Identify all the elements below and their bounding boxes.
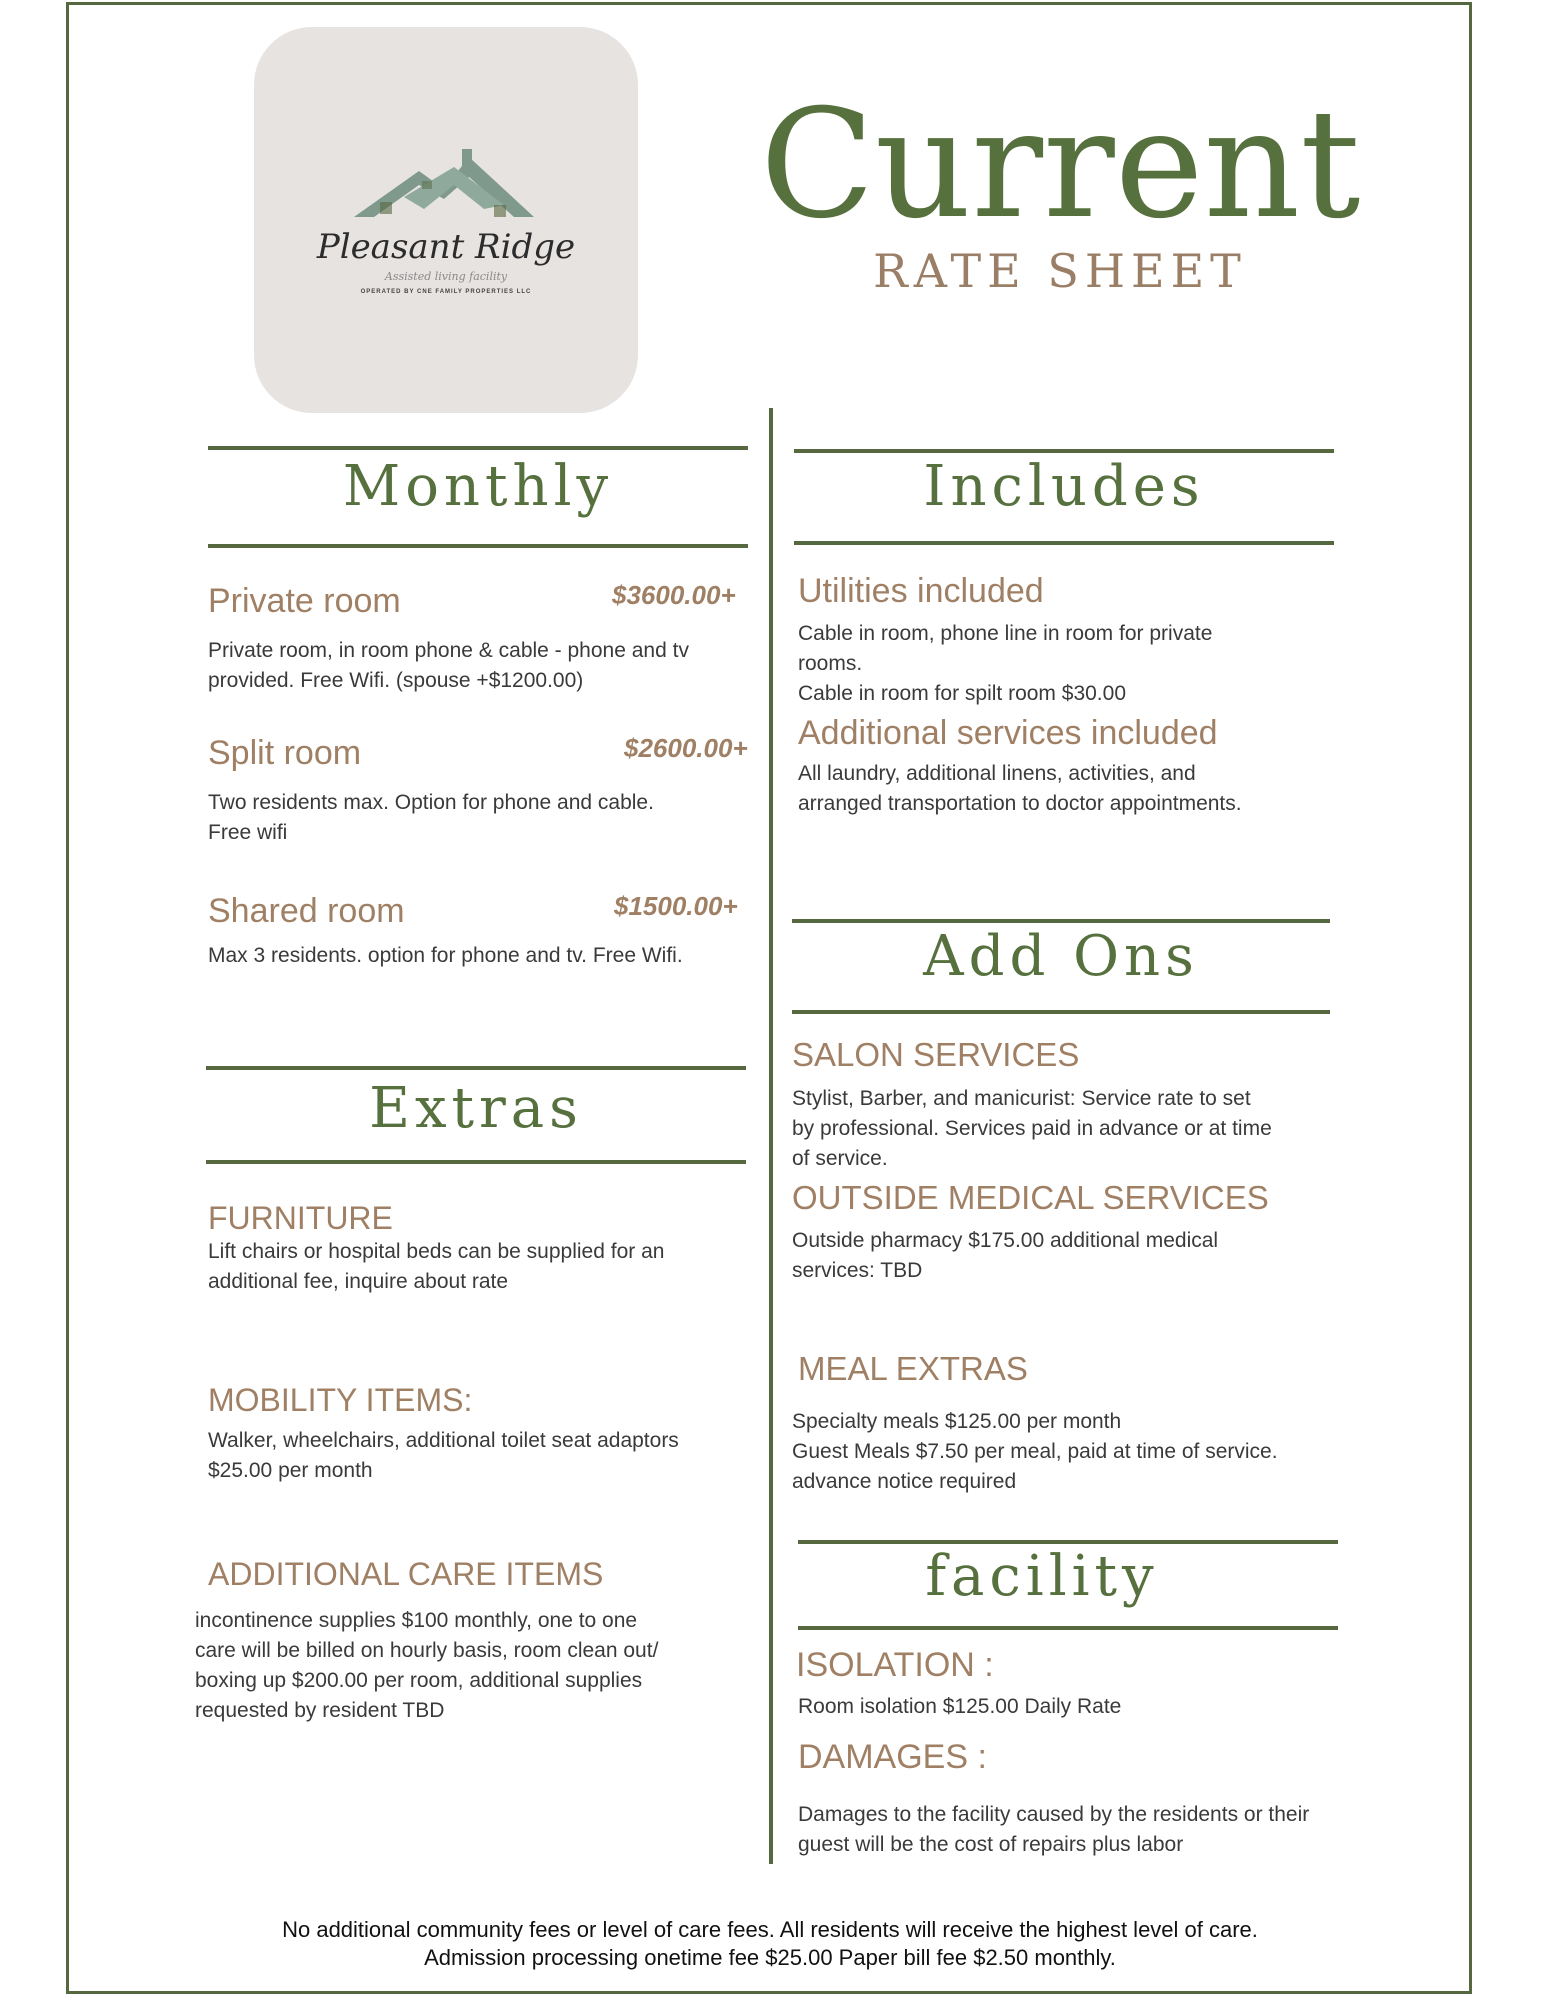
includes-heading: Includes: [923, 454, 1205, 519]
shared-room-title: Shared room: [208, 892, 405, 930]
logo-operator: OPERATED BY CNE FAMILY PROPERTIES LLC: [360, 289, 532, 295]
monthly-heading: Monthly: [342, 454, 614, 519]
damages-description: Damages to the facility caused by the residents or their guest will be the cost of repairs plus labor: [798, 1803, 1310, 1856]
includes-rule-top: [794, 449, 1334, 453]
additional-care-title: ADDITIONAL CARE ITEMS: [208, 1556, 604, 1592]
shared-room-description: Max 3 residents. option for phone and tv. Free Wifi.: [208, 944, 683, 967]
meal-extras-description: Specialty meals $125.00 per month: [792, 1410, 1122, 1433]
outside-medical-description: Outside pharmacy $175.00 additional medical services: TBD: [792, 1229, 1219, 1282]
addons-rule-top: [792, 919, 1330, 923]
utilities-description-split: Cable in room for spilt room $30.00: [798, 682, 1126, 705]
extras-rule-bottom: [206, 1160, 746, 1164]
column-divider: [769, 408, 773, 1864]
addons-rule-bottom: [792, 1010, 1330, 1014]
meal-extras-title: MEAL EXTRAS: [798, 1350, 1028, 1387]
extras-rule-top: [206, 1066, 746, 1070]
mobility-items-title: MOBILITY ITEMS:: [208, 1382, 473, 1418]
salon-services-title: SALON SERVICES: [792, 1036, 1080, 1073]
addons-heading: Add Ons: [923, 924, 1199, 989]
furniture-title: FURNITURE: [208, 1200, 393, 1236]
logo-name: Pleasant Ridge: [316, 227, 576, 267]
monthly-rule-bottom: [208, 544, 748, 548]
footer-line-2: Admission processing onetime fee $25.00 Paper bill fee $2.50 monthly.: [424, 1945, 1116, 1970]
isolation-description: Room isolation $125.00 Daily Rate: [798, 1695, 1122, 1718]
mobility-items-description: Walker, wheelchairs, additional toilet seat adaptors $25.00 per month: [208, 1429, 679, 1482]
facility-rule-bottom: [798, 1626, 1338, 1630]
logo: [254, 27, 638, 413]
footer: [100, 1916, 1440, 1972]
private-room-description: Private room, in room phone & cable - phone and tv provided. Free Wifi. (spouse +$1200.00): [208, 639, 689, 692]
split-room-price: $2600.00+: [624, 733, 748, 763]
footer-line-1: No additional community fees or level of care fees. All residents will receive the highest level of care.: [282, 1917, 1258, 1942]
private-room-title: Private room: [208, 582, 401, 620]
additional-services-description: All laundry, additional linens, activities, and arranged transportation to doctor appointments.: [798, 762, 1242, 815]
furniture-description: Lift chairs or hospital beds can be supplied for an additional fee, inquire about rate: [208, 1240, 665, 1293]
split-room-title: Split room: [208, 734, 362, 772]
additional-care-description: incontinence supplies $100 monthly, one to one care will be billed on hourly basis, room clean out/ boxing up $200.00 per room, additional supplies requested by resident TBD: [195, 1609, 659, 1722]
shared-room-price: $1500.00+: [614, 891, 738, 921]
includes-rule-bottom: [794, 541, 1334, 545]
split-room-description: Two residents max. Option for phone and cable. Free wifi: [208, 791, 654, 844]
extras-heading: Extras: [369, 1076, 583, 1141]
additional-services-title: Additional services included: [798, 714, 1218, 752]
outside-medical-title: OUTSIDE MEDICAL SERVICES: [792, 1179, 1269, 1216]
damages-title: DAMAGES :: [798, 1738, 987, 1776]
isolation-title: ISOLATION :: [796, 1646, 994, 1684]
utilities-title: Utilities included: [798, 572, 1044, 610]
utilities-description: Cable in room, phone line in room for private rooms.: [798, 622, 1213, 675]
salon-services-description: Stylist, Barber, and manicurist: Service rate to set by professional. Services paid in advance or at time of service.: [792, 1087, 1272, 1170]
monthly-rule-top: [208, 446, 748, 450]
private-room-price: $3600.00+: [612, 580, 736, 610]
page-title: Current: [760, 78, 1361, 252]
logo-subtitle: Assisted living facility: [384, 270, 508, 283]
meal-extras-description-guest: Guest Meals $7.50 per meal, paid at time of service. advance notice required: [792, 1440, 1278, 1493]
page-subtitle: RATE SHEET: [873, 244, 1247, 298]
facility-heading: facility: [925, 1544, 1159, 1609]
house-roof-icon: [334, 147, 558, 227]
